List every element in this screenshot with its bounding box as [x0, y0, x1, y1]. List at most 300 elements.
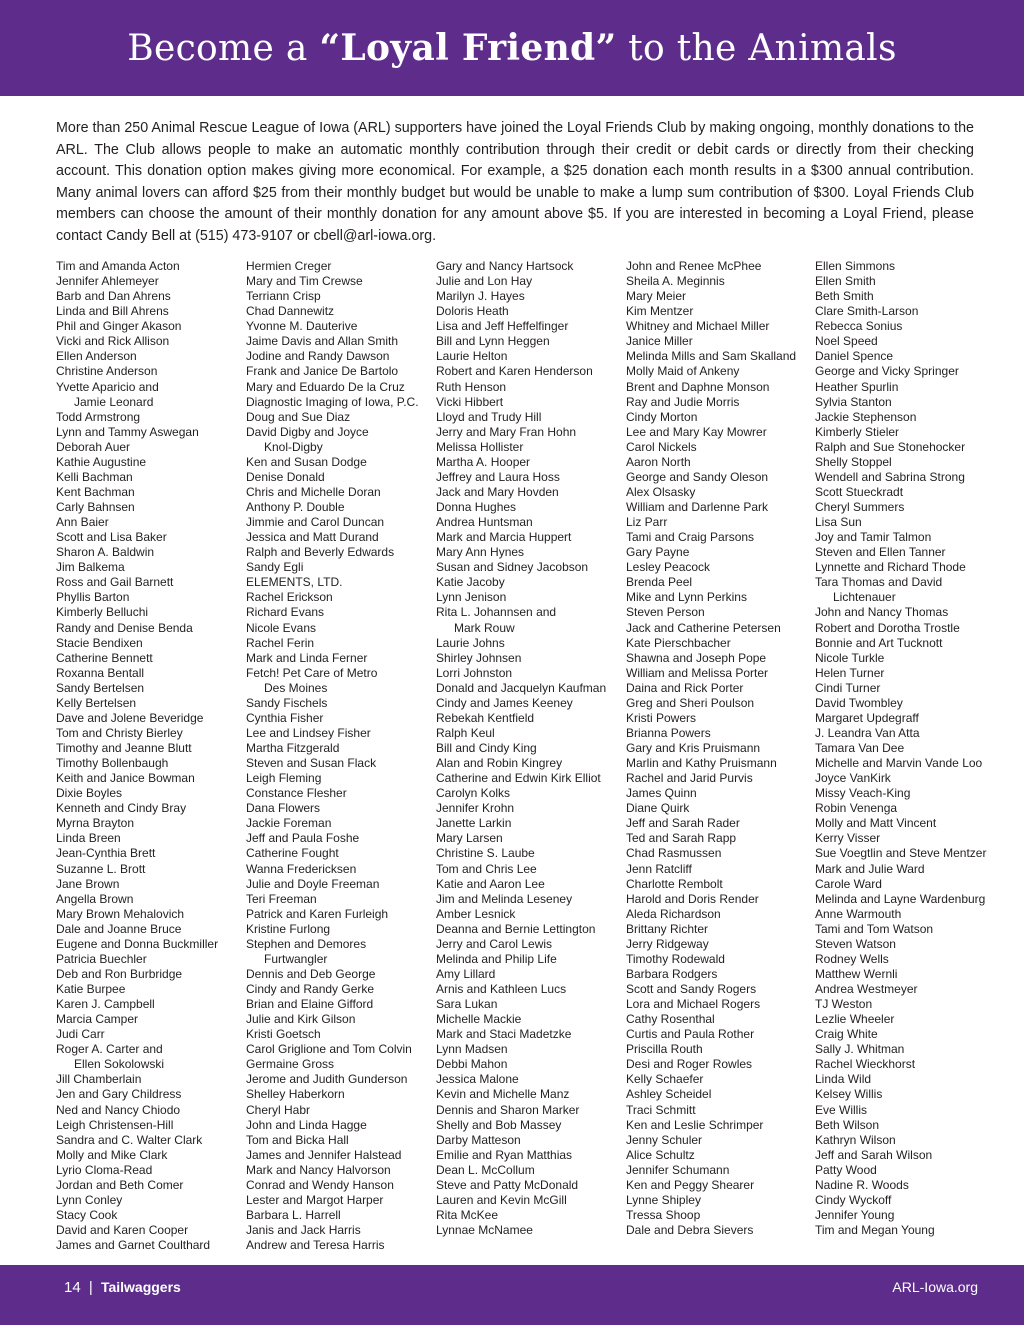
donor-name: Scott and Sandy Rogers: [626, 982, 757, 996]
donor-name: Aaron North: [626, 454, 691, 469]
donor-name: Patty Wood: [815, 1162, 877, 1177]
donor-name-continuation: Jamie Leonard: [74, 394, 154, 409]
donor-name: Carol Nickels: [626, 439, 697, 454]
donor-name: Andrea Huntsman: [436, 515, 533, 530]
donor-name: Stacie Bendixen: [56, 635, 143, 650]
donor-name: Suzanne L. Brott: [56, 861, 146, 876]
donor-name: Sandy Fischels: [246, 695, 328, 710]
donor-name: Mary Meier: [626, 289, 687, 304]
donor-name: Leigh Fleming: [246, 771, 322, 786]
donor-name: Kelli Bachman: [56, 469, 133, 484]
donor-name: Darby Matteson: [436, 1132, 521, 1147]
donor-name: Sheila A. Meginnis: [626, 274, 725, 289]
donor-name: Ann Baier: [56, 515, 109, 530]
donor-name: Melissa Hollister: [436, 439, 524, 454]
donor-name: Bill and Cindy King: [436, 741, 537, 755]
donor-name: Ralph Keul: [436, 725, 495, 740]
donor-name: Jordan and Beth Comer: [56, 1177, 184, 1192]
page-number: 14: [64, 1279, 81, 1296]
donor-name: Conrad and Wendy Hanson: [246, 1177, 394, 1192]
donor-name: Marilyn J. Hayes: [436, 289, 525, 304]
donor-column-3: [436, 259, 606, 1238]
header-banner: [0, 0, 1024, 96]
donor-name: Missy Veach-King: [815, 786, 911, 801]
donor-name: Robert and Dorotha Trostle: [815, 620, 960, 635]
donor-name: Amber Lesnick: [436, 906, 516, 921]
donor-name: Donald and Jacquelyn Kaufman: [436, 680, 607, 695]
title-emphasis: “Loyal Friend”: [319, 27, 617, 69]
donor-name: Shelly Stoppel: [815, 454, 892, 469]
donor-name: Brent and Daphne Monson: [626, 379, 770, 394]
donor-name: Daina and Rick Porter: [626, 680, 744, 695]
donor-name-continuation: Lichtenauer: [833, 590, 896, 605]
donor-name: Chris and Michelle Doran: [246, 484, 381, 499]
donor-name: Jack and Catherine Petersen: [626, 620, 781, 635]
donor-name: Jodine and Randy Dawson: [246, 349, 390, 364]
donor-name: Kristi Goetsch: [246, 1027, 321, 1042]
donor-name: Ned and Nancy Chiodo: [56, 1102, 181, 1117]
donor-name: George and Vicky Springer: [815, 364, 959, 379]
donor-name: Wanna Fredericksen: [246, 861, 357, 876]
donor-name: Julie and Kirk Gilson: [246, 1012, 356, 1027]
donor-name: Traci Schmitt: [626, 1102, 696, 1117]
website-url: ARL-Iowa.org: [892, 1279, 978, 1295]
donor-name: Frank and Janice De Bartolo: [246, 364, 399, 379]
donor-name: Cindy Morton: [626, 409, 698, 424]
donor-name: Martha Fitzgerald: [246, 741, 340, 755]
donor-name: Andrew and Teresa Harris: [246, 1238, 385, 1253]
donor-name: Mary Larsen: [436, 831, 503, 846]
donor-name: Catherine Bennett: [56, 650, 153, 665]
donor-name: Angella Brown: [56, 891, 134, 906]
donor-name: Kimberly Belluchi: [56, 605, 149, 620]
donor-name: Jennifer Krohn: [436, 801, 515, 816]
donor-name: Sharon A. Baldwin: [56, 545, 155, 560]
donor-name: Brian and Elaine Gifford: [246, 997, 374, 1012]
donor-name: Christine S. Laube: [436, 846, 535, 861]
donor-name: Catherine and Edwin Kirk Elliot: [436, 771, 601, 786]
donor-name: Margaret Updegraff: [815, 710, 919, 725]
folio-separator: |: [88, 1279, 93, 1296]
donor-name: Steven Watson: [815, 936, 896, 951]
donor-name: Daniel Spence: [815, 349, 894, 364]
title-prefix: Become a: [127, 28, 320, 69]
donor-name: Cindy and James Keeney: [436, 695, 573, 710]
donor-name: Priscilla Routh: [626, 1042, 703, 1057]
donor-name: Lynn Jenison: [436, 590, 507, 605]
donor-name: Anthony P. Double: [246, 500, 345, 514]
donor-name: Ken and Peggy Shearer: [626, 1177, 755, 1192]
donor-name: Rita L. Johannsen and: [436, 605, 557, 620]
donor-name: Rachel Ferin: [246, 635, 315, 650]
donor-name: Jerry and Carol Lewis: [436, 936, 553, 951]
donor-name: Steve and Patty McDonald: [436, 1177, 579, 1192]
donor-name: Marlin and Kathy Pruismann: [626, 756, 777, 771]
donor-name: Jennifer Schumann: [626, 1162, 730, 1177]
donor-name: Julie and Lon Hay: [436, 274, 533, 289]
donor-name: Ellen Anderson: [56, 349, 137, 364]
donor-column-1: [56, 259, 218, 1253]
donor-name: Julie and Doyle Freeman: [246, 876, 380, 891]
donor-name: Helen Turner: [815, 665, 885, 680]
donor-name: Stephen and Demores: [246, 936, 367, 951]
donor-name: Dean L. McCollum: [436, 1162, 535, 1177]
donor-name-continuation: Furtwangler: [264, 951, 328, 966]
donor-name: John and Linda Hagge: [246, 1117, 367, 1132]
donor-name: Mary and Tim Crewse: [246, 274, 363, 289]
donor-name: William and Melissa Porter: [626, 665, 769, 680]
donor-name: James and Garnet Coulthard: [56, 1238, 211, 1253]
donor-name: Doug and Sue Diaz: [246, 409, 351, 424]
donor-name: Jeff and Paula Foshe: [246, 831, 360, 846]
donor-name: Donna Hughes: [436, 500, 517, 514]
donor-name: Greg and Sheri Poulson: [626, 695, 755, 710]
donor-name: Joyce VanKirk: [815, 771, 891, 786]
donor-name: Dana Flowers: [246, 801, 321, 816]
donor-name: Ruth Henson: [436, 379, 507, 394]
donor-name: Jenn Ratcliff: [626, 861, 692, 876]
donor-name: Robin Venenga: [815, 801, 898, 816]
donor-name: Lezlie Wheeler: [815, 1012, 895, 1027]
donor-name: Randy and Denise Benda: [56, 620, 193, 635]
donor-name: Linda Breen: [56, 831, 121, 846]
donor-name: Ken and Leslie Schrimper: [626, 1117, 764, 1132]
donor-name: Sandy Bertelsen: [56, 680, 145, 695]
donor-name: Eugene and Donna Buckmiller: [56, 936, 219, 951]
donor-name: Timothy and Jeanne Blutt: [56, 741, 192, 755]
donor-name: Melinda and Philip Life: [436, 951, 557, 966]
donor-name: Chad Dannewitz: [246, 304, 335, 319]
donor-name: Whitney and Michael Miller: [626, 319, 770, 334]
donor-name: Rebecca Sonius: [815, 319, 903, 334]
donor-name: Lisa Sun: [815, 515, 862, 530]
donor-name: Andrea Westmeyer: [815, 982, 918, 996]
donor-name: Dennis and Sharon Marker: [436, 1102, 580, 1117]
donor-name: Beth Wilson: [815, 1117, 880, 1132]
donor-name: Cynthia Fisher: [246, 710, 324, 725]
donor-name: Barbara L. Harrell: [246, 1207, 341, 1222]
donor-name: Timothy Rodewald: [626, 951, 725, 966]
donor-name: Chad Rasmussen: [626, 846, 722, 861]
donor-name: Rachel Wieckhorst: [815, 1057, 916, 1072]
donor-name: Myrna Brayton: [56, 816, 135, 831]
donor-name: Joy and Tamir Talmon: [815, 530, 932, 545]
donor-name: Tara Thomas and David: [815, 575, 943, 590]
donor-name: Laurie Johns: [436, 635, 505, 650]
donor-name: Teri Freeman: [246, 891, 317, 906]
donor-name: Steven and Ellen Tanner: [815, 545, 946, 560]
donor-name: Amy Lillard: [436, 966, 496, 981]
donor-name: Molly and Matt Vincent: [815, 816, 937, 831]
donor-name: Mark and Marcia Huppert: [436, 530, 572, 545]
donor-name: Lauren and Kevin McGill: [436, 1192, 567, 1207]
donor-name: Jane Brown: [56, 876, 120, 891]
donor-name: Carol Griglione and Tom Colvin: [246, 1042, 412, 1057]
donor-name: Ellen Smith: [815, 274, 876, 289]
donor-name: Catherine Fought: [246, 846, 339, 861]
donor-name: Jackie Stephenson: [815, 409, 917, 424]
donor-name: Arnis and Kathleen Lucs: [436, 982, 567, 996]
donor-name: Dixie Boyles: [56, 786, 123, 801]
donor-name: Janis and Jack Harris: [246, 1223, 361, 1237]
donor-name: Germaine Gross: [246, 1057, 335, 1072]
donor-name: Marcia Camper: [56, 1012, 139, 1027]
donor-name: Lynne Shipley: [626, 1192, 701, 1207]
donor-name: Alex Olsasky: [626, 484, 696, 499]
donor-name-continuation: Mark Rouw: [454, 620, 515, 635]
donor-name: Craig White: [815, 1027, 878, 1042]
donor-name: Gary and Nancy Hartsock: [436, 259, 574, 273]
donor-name: Jeff and Sarah Rader: [626, 816, 740, 831]
donor-name: Rita McKee: [436, 1207, 499, 1222]
donor-name: Terriann Crisp: [246, 289, 321, 304]
donor-name: Shelly and Bob Massey: [436, 1117, 562, 1132]
donor-name: Ashley Scheidel: [626, 1087, 712, 1102]
donor-name: Mark and Nancy Halvorson: [246, 1162, 391, 1177]
page-folio: [64, 1279, 181, 1296]
donor-name: Martha A. Hooper: [436, 454, 531, 469]
donor-name: Lloyd and Trudy Hill: [436, 409, 542, 424]
donor-name: Lora and Michael Rogers: [626, 997, 761, 1012]
donor-name: Anne Warmouth: [815, 906, 902, 921]
donor-name: Diagnostic Imaging of Iowa, P.C.: [246, 394, 419, 409]
donor-name: Janice Miller: [626, 334, 693, 349]
donor-name: Sylvia Stanton: [815, 394, 892, 409]
donor-name: Cheryl Habr: [246, 1102, 311, 1117]
donor-name: Debbi Mahon: [436, 1057, 508, 1072]
donor-name: Patricia Buechler: [56, 951, 147, 966]
donor-name: Melinda and Layne Wardenburg: [815, 891, 986, 906]
donor-name: Gary Payne: [626, 545, 690, 560]
donor-name: Sandy Egli: [246, 560, 304, 575]
donor-name: Susan and Sidney Jacobson: [436, 560, 589, 575]
donor-name: Deborah Auer: [56, 439, 131, 454]
donor-name: Jim and Melinda Leseney: [436, 891, 573, 906]
donor-list: [0, 259, 1024, 1259]
donor-name: Kevin and Michelle Manz: [436, 1087, 570, 1102]
donor-name: Ken and Susan Dodge: [246, 454, 367, 469]
donor-column-5: [815, 259, 986, 1238]
donor-name: Lee and Mary Kay Mowrer: [626, 424, 767, 439]
donor-name: Jennifer Ahlemeyer: [56, 274, 159, 289]
donor-name: Jessica Malone: [436, 1072, 519, 1087]
donor-name: Ralph and Beverly Edwards: [246, 545, 395, 560]
donor-name: Katie Burpee: [56, 982, 126, 996]
donor-name: Lynn Conley: [56, 1192, 123, 1207]
donor-name: John and Renee McPhee: [626, 259, 762, 273]
donor-name: Curtis and Paula Rother: [626, 1027, 755, 1042]
donor-name: Ross and Gail Barnett: [56, 575, 174, 590]
donor-name: Gary and Kris Pruismann: [626, 741, 761, 755]
donor-name: Nicole Evans: [246, 620, 317, 635]
donor-name: Jerome and Judith Gunderson: [246, 1072, 408, 1087]
donor-name: Kerry Visser: [815, 831, 881, 846]
donor-name: Tom and Chris Lee: [436, 861, 537, 876]
donor-name: Sandra and C. Walter Clark: [56, 1132, 203, 1147]
donor-name-continuation: Knol-Digby: [264, 439, 323, 454]
donor-name: Kelsey Willis: [815, 1087, 883, 1102]
title-suffix: to the Animals: [616, 28, 897, 69]
donor-name: Jennifer Young: [815, 1207, 895, 1222]
donor-name: Wendell and Sabrina Strong: [815, 469, 965, 484]
donor-name: Kate Pierschbacher: [626, 635, 731, 650]
donor-name: Brittany Richter: [626, 921, 709, 936]
donor-name: Deb and Ron Burbridge: [56, 966, 183, 981]
donor-name: Mary and Eduardo De la Cruz: [246, 379, 405, 394]
donor-name: Aleda Richardson: [626, 906, 721, 921]
donor-name: Mike and Lynn Perkins: [626, 590, 747, 605]
donor-name: Heather Spurlin: [815, 379, 899, 394]
donor-name: Michelle Mackie: [436, 1012, 522, 1027]
donor-name: Cindy and Randy Gerke: [246, 982, 375, 996]
donor-name: Shelley Haberkorn: [246, 1087, 345, 1102]
donor-name: Jerry and Mary Fran Hohn: [436, 424, 577, 439]
donor-name: Tressa Shoop: [626, 1207, 701, 1222]
donor-name: Lee and Lindsey Fisher: [246, 725, 371, 740]
donor-name: Carly Bahnsen: [56, 500, 135, 514]
donor-name: Richard Evans: [246, 605, 325, 620]
donor-name: Bonnie and Art Tucknott: [815, 635, 943, 650]
donor-name: Deanna and Bernie Lettington: [436, 921, 596, 936]
donor-name-continuation: Des Moines: [264, 680, 328, 695]
donor-name: Scott and Lisa Baker: [56, 530, 167, 545]
donor-name: Eve Willis: [815, 1102, 868, 1117]
donor-name: Carolyn Kolks: [436, 786, 511, 801]
donor-name: Linda Wild: [815, 1072, 872, 1087]
donor-name: Emilie and Ryan Matthias: [436, 1147, 573, 1162]
donor-name: Mary Ann Hynes: [436, 545, 525, 560]
donor-name: Molly and Mike Clark: [56, 1147, 168, 1162]
donor-name: Mark and Julie Ward: [815, 861, 925, 876]
page-title: [127, 27, 897, 69]
donor-name: Dave and Jolene Beveridge: [56, 710, 204, 725]
donor-name: J. Leandra Van Atta: [815, 725, 920, 740]
donor-name: Denise Donald: [246, 469, 325, 484]
donor-name: Katie and Aaron Lee: [436, 876, 545, 891]
donor-name: Lyrio Cloma-Read: [56, 1162, 153, 1177]
donor-name: Nicole Turkle: [815, 650, 885, 665]
donor-name: Tami and Tom Watson: [815, 921, 934, 936]
donor-name: Scott Stueckradt: [815, 484, 904, 499]
donor-name: William and Darlenne Park: [626, 500, 769, 514]
donor-name: Kelly Bertelsen: [56, 695, 137, 710]
donor-name: Kent Bachman: [56, 484, 135, 499]
donor-name: Jackie Foreman: [246, 816, 332, 831]
donor-name: David and Karen Cooper: [56, 1223, 189, 1237]
donor-name: Kathie Augustine: [56, 454, 147, 469]
donor-name: Michelle and Marvin Vande Loo: [815, 756, 983, 771]
donor-name: Kim Mentzer: [626, 304, 694, 319]
donor-name: TJ Weston: [815, 997, 873, 1012]
donor-name: Tami and Craig Parsons: [626, 530, 755, 545]
donor-name: Charlotte Rembolt: [626, 876, 723, 891]
donor-name: Vicki Hibbert: [436, 394, 504, 409]
donor-name: Jerry Ridgeway: [626, 936, 709, 951]
donor-name: Barb and Dan Ahrens: [56, 289, 171, 304]
donor-name: Vicki and Rick Allison: [56, 334, 170, 349]
donor-name: Phil and Ginger Akason: [56, 319, 182, 334]
intro-paragraph: More than 250 Animal Rescue League of Iowa (ARL) supporters have joined the Loyal Friends Club by making ongoing, monthly donations to the ARL. The Club allows people to make an automatic monthly contribution through their credit or debit cards or directly from their checking account. This donation option makes giving more economical. For example, a $25 donation each month results in a $300 annual contribution. Many animal lovers can afford $25 from their monthly budget but would be unable to make a lump sum contribution of $300. Loyal Friends Club members can choose the amount of their monthly donation for any amount above $5. If you are interested in becoming a Loyal Friend, please contact Candy Bell at (515) 473-9107 or cbell@arl-iowa.org.: [56, 120, 974, 244]
donor-name: Keith and Janice Bowman: [56, 771, 195, 786]
donor-name: Steven and Susan Flack: [246, 756, 377, 771]
donor-name: Phyllis Barton: [56, 590, 130, 605]
donor-name: Robert and Karen Henderson: [436, 364, 593, 379]
donor-name: Lester and Margot Harper: [246, 1192, 384, 1207]
donor-name: Yvonne M. Dauterive: [246, 319, 358, 334]
donor-name: Dale and Debra Sievers: [626, 1223, 754, 1237]
donor-name: Rebekah Kentfield: [436, 710, 535, 725]
donor-name: Molly Maid of Ankeny: [626, 364, 740, 379]
donor-name: Constance Flesher: [246, 786, 347, 801]
donor-name: Ellen Simmons: [815, 259, 896, 273]
donor-name: Mark and Linda Ferner: [246, 650, 368, 665]
donor-name: Brianna Powers: [626, 725, 711, 740]
donor-name: Tim and Megan Young: [815, 1223, 935, 1237]
donor-name: Shirley Johnsen: [436, 650, 522, 665]
footer-bar: [0, 1265, 1024, 1325]
donor-name: Jack and Mary Hovden: [436, 484, 559, 499]
donor-name: Kelly Schaefer: [626, 1072, 704, 1087]
donor-name: Noel Speed: [815, 334, 878, 349]
donor-name: Jim Balkema: [56, 560, 125, 575]
donor-name: Tamara Van Dee: [815, 741, 905, 755]
donor-name: Cathy Rosenthal: [626, 1012, 715, 1027]
donor-name: Fetch! Pet Care of Metro: [246, 665, 378, 680]
donor-name: David Twombley: [815, 695, 903, 710]
donor-name: Rodney Wells: [815, 951, 889, 966]
donor-name: Mark and Staci Madetzke: [436, 1027, 572, 1042]
donor-name: Diane Quirk: [626, 801, 690, 816]
donor-name: Lynn Madsen: [436, 1042, 508, 1057]
donor-column-2: [246, 259, 419, 1253]
donor-name: Cindi Turner: [815, 680, 881, 695]
donor-name: Sally J. Whitman: [815, 1042, 905, 1057]
donor-name: Bill and Lynn Heggen: [436, 334, 550, 349]
donor-name: Jaime Davis and Allan Smith: [246, 334, 399, 349]
donor-name: Timothy Bollenbaugh: [56, 756, 169, 771]
donor-name: Kristine Furlong: [246, 921, 331, 936]
donor-name: Kristi Powers: [626, 710, 697, 725]
donor-name: Jill Chamberlain: [56, 1072, 142, 1087]
donor-name: Linda and Bill Ahrens: [56, 304, 169, 319]
donor-name: David Digby and Joyce: [246, 424, 369, 439]
donor-name: Jean-Cynthia Brett: [56, 846, 156, 861]
donor-name: Brenda Peel: [626, 575, 693, 590]
donor-name-continuation: Ellen Sokolowski: [74, 1057, 165, 1072]
donor-name: Shawna and Joseph Pope: [626, 650, 767, 665]
donor-name: Lorri Johnston: [436, 665, 513, 680]
donor-name: Janette Larkin: [436, 816, 512, 831]
donor-name: Barbara Rodgers: [626, 966, 718, 981]
donor-name: Karen J. Campbell: [56, 997, 155, 1012]
donor-name: Kenneth and Cindy Bray: [56, 801, 187, 816]
donor-name: Alice Schultz: [626, 1147, 695, 1162]
donor-name: Jeff and Sarah Wilson: [815, 1147, 933, 1162]
donor-name: Carole Ward: [815, 876, 882, 891]
donor-name: Leigh Christensen-Hill: [56, 1117, 174, 1132]
donor-name: Desi and Roger Rowles: [626, 1057, 753, 1072]
donor-name: Lynnette and Richard Thode: [815, 560, 966, 575]
donor-name: Jimmie and Carol Duncan: [246, 515, 385, 530]
donor-name: Lesley Peacock: [626, 560, 711, 575]
donor-name: Jen and Gary Childress: [56, 1087, 182, 1102]
donor-name: Melinda Mills and Sam Skalland: [626, 349, 797, 364]
donor-name: Lynnae McNamee: [436, 1223, 533, 1237]
donor-name: Tom and Bicka Hall: [246, 1132, 349, 1147]
donor-name: Alan and Robin Kingrey: [436, 756, 563, 771]
donor-name: Hermien Creger: [246, 259, 332, 273]
donor-name: Stacy Cook: [56, 1207, 118, 1222]
